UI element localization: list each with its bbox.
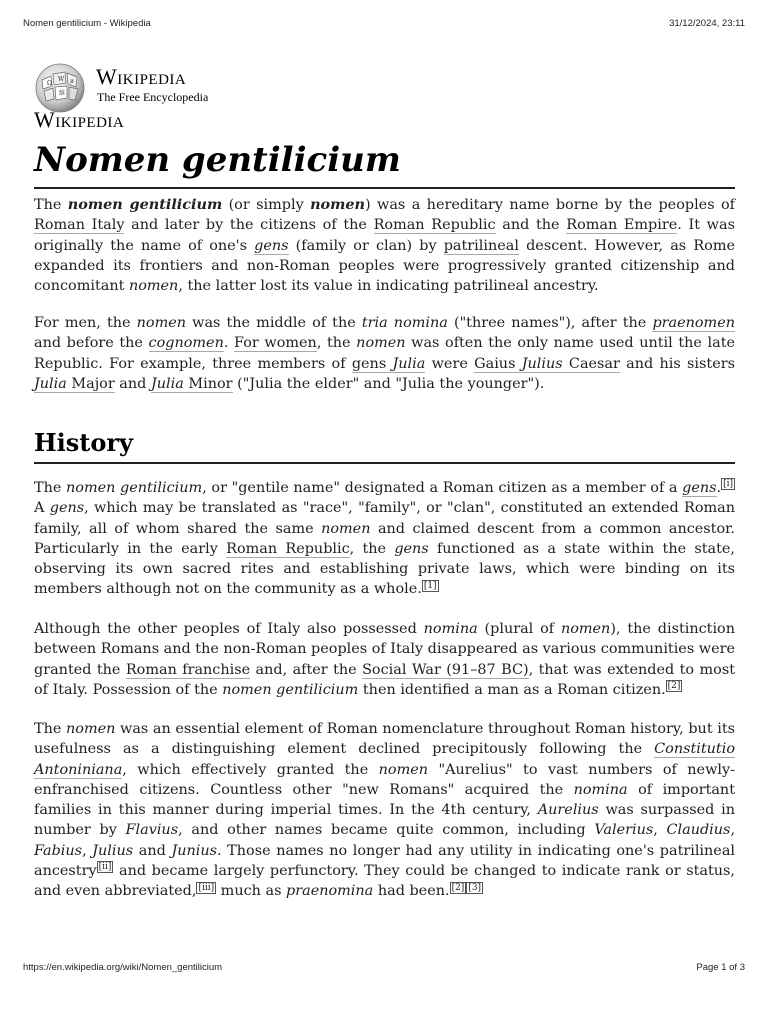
print-footer-url: https://en.wikipedia.org/wiki/Nomen_gentilicium: [23, 962, 223, 973]
svg-text:и: и: [70, 78, 74, 85]
citation-ref[interactable]: [2]: [667, 681, 681, 692]
link-roman-republic-2[interactable]: Roman Republic: [226, 540, 350, 557]
history-paragraph-1: The nomen gentilicium, or "gentile name" designated a Roman citizen as a member of a gens. [i] A gens, which may be translated as "race", "family", or "clan", constituted an extended Roman family, all of whom shared the same nomen and claimed descent from a common ancestor. Particularly in the early Roman Republic, the gens functioned as a state within the state, observing its own sacred rites and establishing private laws, which were binding on its members although not on the community as a whole. [1]: [34, 479, 735, 598]
intro-paragraph-2: For men, the nomen was the middle of the tria nomina ("three names"), after the praenomen and before the cognomen. For women, the nomen was often the only name used until the late Republic. For example, three members of gens Julia were Gaius Julius Caesar and his sisters Julia Major and Julia Minor ("Julia the elder" and "Julia the younger").: [34, 315, 735, 392]
wikipedia-tagline: The Free Encyclopedia: [97, 90, 209, 104]
history-paragraph-2: Although the other peoples of Italy also possessed nomina (plural of nomen), the distinction between Romans and the non-Roman peoples of Italy disappeared as various communities were granted the Roman franchise and, after the Social War (91–87 BC), that was extended to most of Italy. Possession of the nomen gentilicium then identified a man as a Roman citizen. [2]: [34, 621, 736, 698]
footnote-ref[interactable]: [i]: [723, 479, 733, 490]
link-cognomen[interactable]: cognomen: [148, 335, 224, 352]
title-divider: [34, 187, 735, 189]
link-constitutio-antoniniana[interactable]: Constitutio Antoniniana: [34, 741, 735, 778]
link-roman-empire[interactable]: Roman Empire: [566, 217, 678, 234]
link-social-war[interactable]: Social War (91–87 BC): [362, 661, 529, 678]
footnote-ref[interactable]: [iii]: [198, 882, 215, 893]
link-gaius-julius-caesar[interactable]: Gaius Julius Caesar: [474, 355, 620, 372]
link-roman-italy[interactable]: Roman Italy: [34, 217, 125, 234]
link-julia-major[interactable]: Julia Major: [34, 375, 115, 392]
link-roman-republic[interactable]: Roman Republic: [373, 217, 496, 234]
history-paragraph-3: The nomen was an essential element of Roman nomenclature throughout Roman history, but its usefulness as a distinguishing element declined precipitously following the Constitutio Antoniniana, which effectively granted the nomen "Aurelius" to vast numbers of newly-enfranchised citizens. Countless other "new Romans" acquired the nomina of important families in this manner during imperial times. In the 4th century, Aurelius was surpassed in number by Flavius, and other names became quite common, including Valerius, Claudius, Fabius, Julius and Junius. Those names no longer had any utility in indicating one's patrilineal ancestry [ii] and became largely perfunctory. They could be changed to indicate rank or status, and even abbreviated, [iii] much as praenomina had been. [2] [3]: [34, 721, 736, 900]
wikipedia-wordmark[interactable]: Wikipedia: [96, 64, 187, 89]
link-for-women[interactable]: For women: [234, 335, 317, 352]
svg-text:W: W: [58, 76, 65, 83]
link-roman-franchise[interactable]: Roman franchise: [125, 661, 251, 678]
print-header-datetime: 31/12/2024, 23:11: [669, 18, 745, 29]
svg-text:Ω: Ω: [47, 80, 52, 87]
print-footer-page: Page 1 of 3: [696, 962, 745, 973]
page-title: Nomen gentilicium: [34, 140, 401, 180]
link-gens[interactable]: gens: [254, 237, 289, 254]
intro-paragraph-1: The nomen gentilicium (or simply nomen) was a hereditary name borne by the peoples of Roman Italy and later by the citizens of the Roman Republic and the Roman Empire. It was originally the name of one's gens (family or clan) by patrilineal descent. However, as Rome expanded its frontiers and non-Roman peoples were progressively granted citizenship and concomitant nomen, the latter lost its value in indicating patrilineal ancestry.: [34, 196, 735, 295]
print-header-title: Nomen gentilicium - Wikipedia: [23, 18, 151, 29]
link-gens-julia[interactable]: gens Julia: [351, 355, 426, 372]
citation-ref[interactable]: [1]: [423, 580, 437, 591]
wikipedia-wordmark-secondary[interactable]: Wikipedia: [34, 107, 125, 132]
section-divider: [34, 462, 735, 464]
section-heading-history: History: [34, 428, 133, 457]
link-praenomen[interactable]: praenomen: [652, 315, 735, 331]
link-patrilineal[interactable]: patrilineal: [443, 237, 519, 254]
citation-ref[interactable]: [2]: [451, 882, 465, 893]
citation-ref[interactable]: [3]: [468, 882, 482, 893]
svg-text:維: 維: [59, 90, 66, 97]
footnote-ref[interactable]: [ii]: [98, 862, 112, 873]
link-julia-minor[interactable]: Julia Minor: [150, 375, 233, 392]
link-gens-2[interactable]: gens: [682, 480, 717, 496]
